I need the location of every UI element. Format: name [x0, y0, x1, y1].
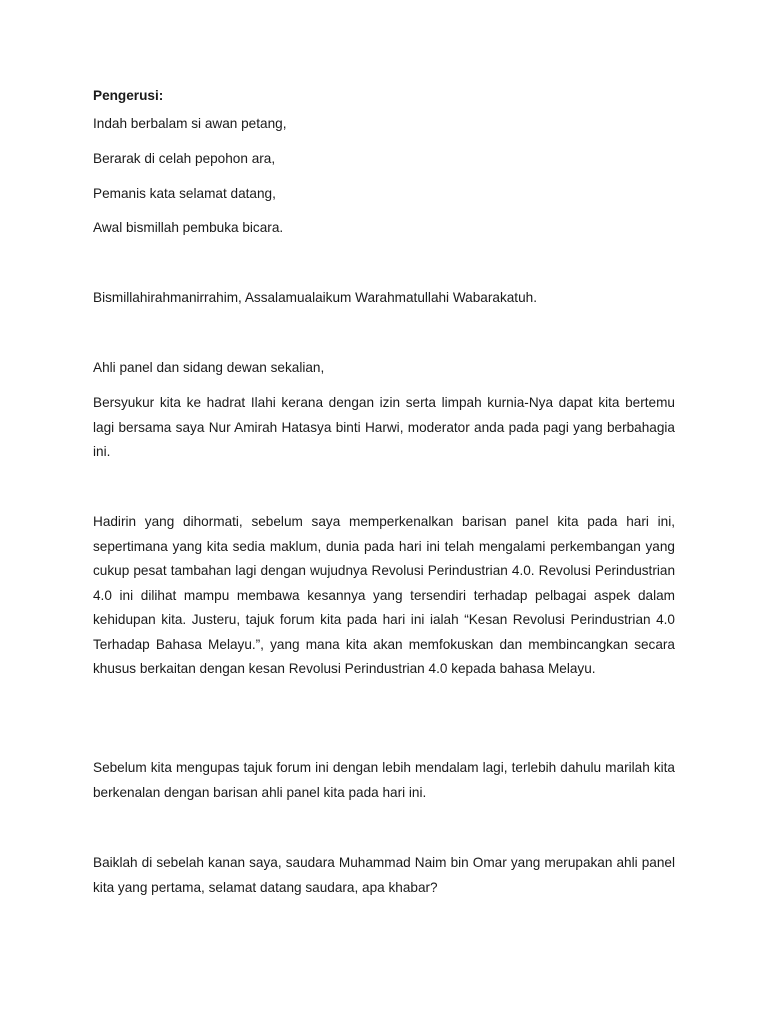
poem-line-3: Pemanis kata selamat datang,: [93, 186, 276, 201]
greeting-line: Bismillahirahmanirrahim, Assalamualaikum Warahmatullahi Wabarakatuh.: [93, 290, 537, 305]
poem-line-4: Awal bismillah pembuka bicara.: [93, 220, 284, 235]
paragraph-forum-topic: Hadirin yang dihormati, sebelum saya memperkenalkan barisan panel kita pada hari ini, sepertimana yang kita sedia maklum, dunia pada hari ini telah mengalami perkembangan yang cukup pesat tambahan lagi dengan wujudnya Revolusi Perindustrian 4.0. Revolusi Perindustrian 4.0 ini dilihat mampu membawa kesannya yang tersendiri terhadap pelbagai aspek dalam kehidupan kita. Justeru, tajuk forum kita pada hari ini ialah “Kesan Revolusi Perindustrian 4.0 Terhadap Bahasa Melayu.”, yang mana kita akan memfokuskan dan membincangkan secara khusus berkaitan dengan kesan Revolusi Perindustrian 4.0 kepada bahasa Melayu.: [93, 514, 675, 676]
paragraph-opening: Bersyukur kita ke hadrat Ilahi kerana dengan izin serta limpah kurnia-Nya dapat kita bertemu lagi bersama saya Nur Amirah Hatasya binti Harwi, moderator anda pada pagi yang berbahagia ini.: [93, 395, 675, 459]
poem-line-1: Indah berbalam si awan petang,: [93, 116, 287, 131]
address-line: Ahli panel dan sidang dewan sekalian,: [93, 360, 325, 375]
poem-line-2: Berarak di celah pepohon ara,: [93, 151, 276, 166]
speaker-heading: Pengerusi:: [93, 88, 164, 103]
paragraph-first-panelist: Baiklah di sebelah kanan saya, saudara Muhammad Naim bin Omar yang merupakan ahli panel kita yang pertama, selamat datang saudara, apa khabar?: [93, 855, 675, 895]
paragraph-introduction: Sebelum kita mengupas tajuk forum ini dengan lebih mendalam lagi, terlebih dahulu marilah kita berkenalan dengan barisan ahli panel kita pada hari ini.: [93, 760, 675, 800]
